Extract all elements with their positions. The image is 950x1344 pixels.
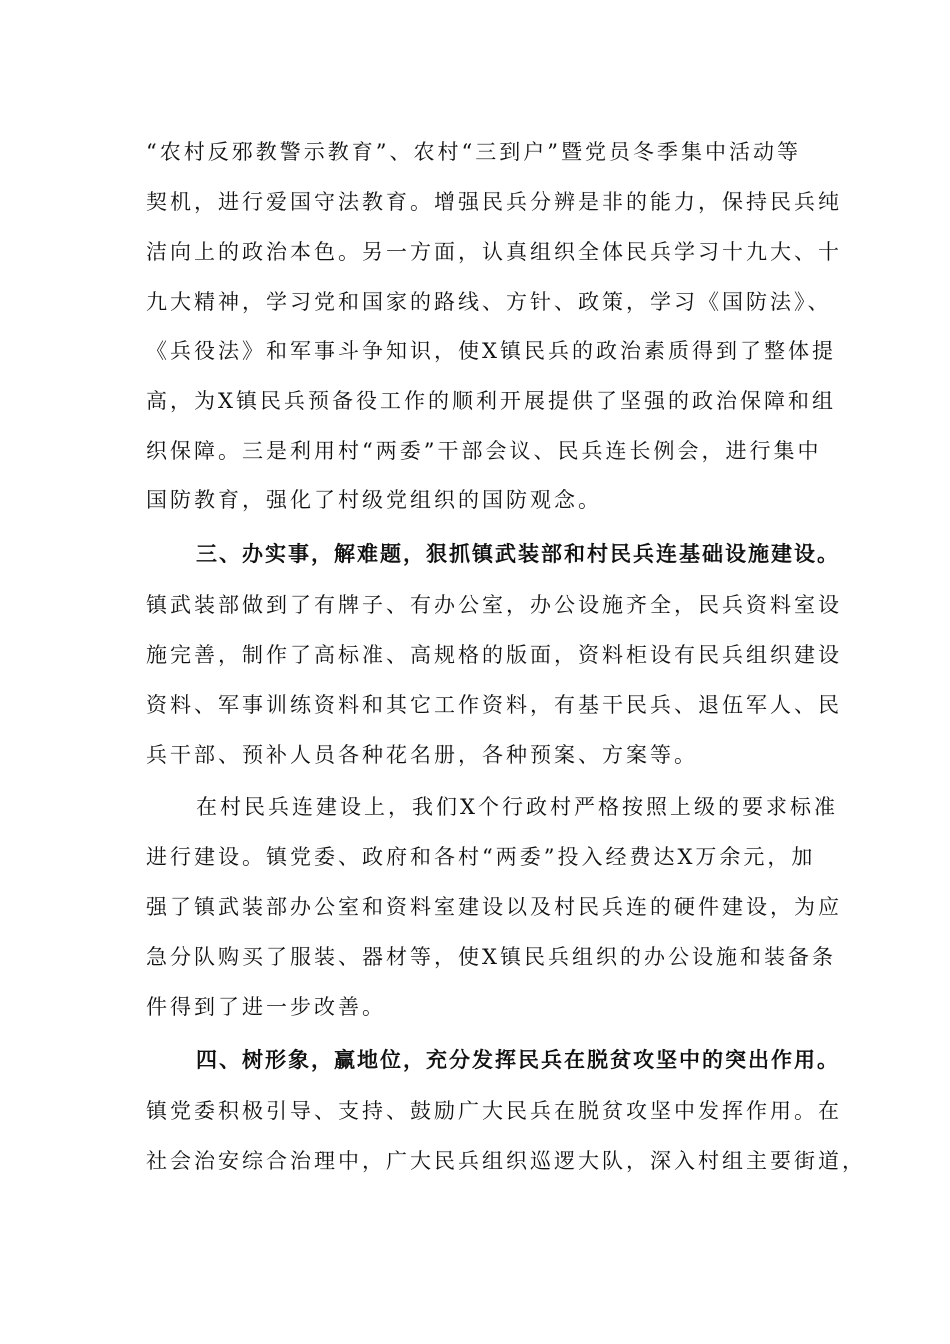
section-heading-4: 四、树形象，赢地位，充分发挥民兵在脱贫攻坚中的突出作用。 — [196, 1048, 840, 1072]
paragraph-first-line: 在村民兵连建设上，我们X个行政村严格按照上级的要求标准 — [196, 795, 838, 819]
body-text-line: 国防教育，强化了村级党组织的国防观念。 — [146, 488, 602, 512]
body-text-line: 兵干部、预补人员各种花名册，各种预案、方案等。 — [146, 743, 698, 767]
body-text-line: 镇武装部做到了有牌子、有办公室，办公设施齐全，民兵资料室设 — [146, 593, 842, 617]
body-text-line: 进行建设。镇党委、政府和各村“两委”投入经费达X万余元，加 — [146, 845, 816, 869]
body-text-line: 镇党委积极引导、支持、鼓励广大民兵在脱贫攻坚中发挥作用。在 — [146, 1099, 842, 1123]
body-text-line: 高，为X镇民兵预备役工作的顺利开展提供了坚强的政治保障和组 — [146, 389, 836, 413]
body-text-line: 织保障。三是利用村“两委”干部会议、民兵连长例会，进行集中 — [146, 439, 822, 463]
body-text-line: “农村反邪教警示教育”、农村“三到户”暨党员冬季集中活动等 — [146, 140, 801, 164]
body-text-line: 社会治安综合治理中，广大民兵组织巡逻大队，深入村组主要街道， — [146, 1149, 866, 1173]
section-heading-3: 三、办实事，解难题，狠抓镇武装部和村民兵连基础设施建设。 — [196, 542, 840, 566]
body-text-line: 件得到了进一步改善。 — [146, 995, 386, 1019]
body-text-line: 急分队购买了服装、器材等，使X镇民兵组织的办公设施和装备条 — [146, 945, 836, 969]
body-text-line: 强了镇武装部办公室和资料室建设以及村民兵连的硬件建设，为应 — [146, 895, 842, 919]
body-text-line: 九大精神，学习党和国家的路线、方针、政策，学习《国防法》、 — [146, 290, 832, 314]
body-text-line: 资料、军事训练资料和其它工作资料，有基干民兵、退伍军人、民 — [146, 693, 842, 717]
body-text-line: 洁向上的政治本色。另一方面，认真组织全体民兵学习十九大、十 — [146, 240, 842, 264]
body-text-line: 施完善，制作了高标准、高规格的版面，资料柜设有民兵组织建设 — [146, 643, 842, 667]
body-text-line: 《兵役法》和军事斗争知识，使X镇民兵的政治素质得到了整体提 — [146, 339, 836, 363]
body-text-line: 契机，进行爱国守法教育。增强民兵分辨是非的能力，保持民兵纯 — [146, 190, 842, 214]
